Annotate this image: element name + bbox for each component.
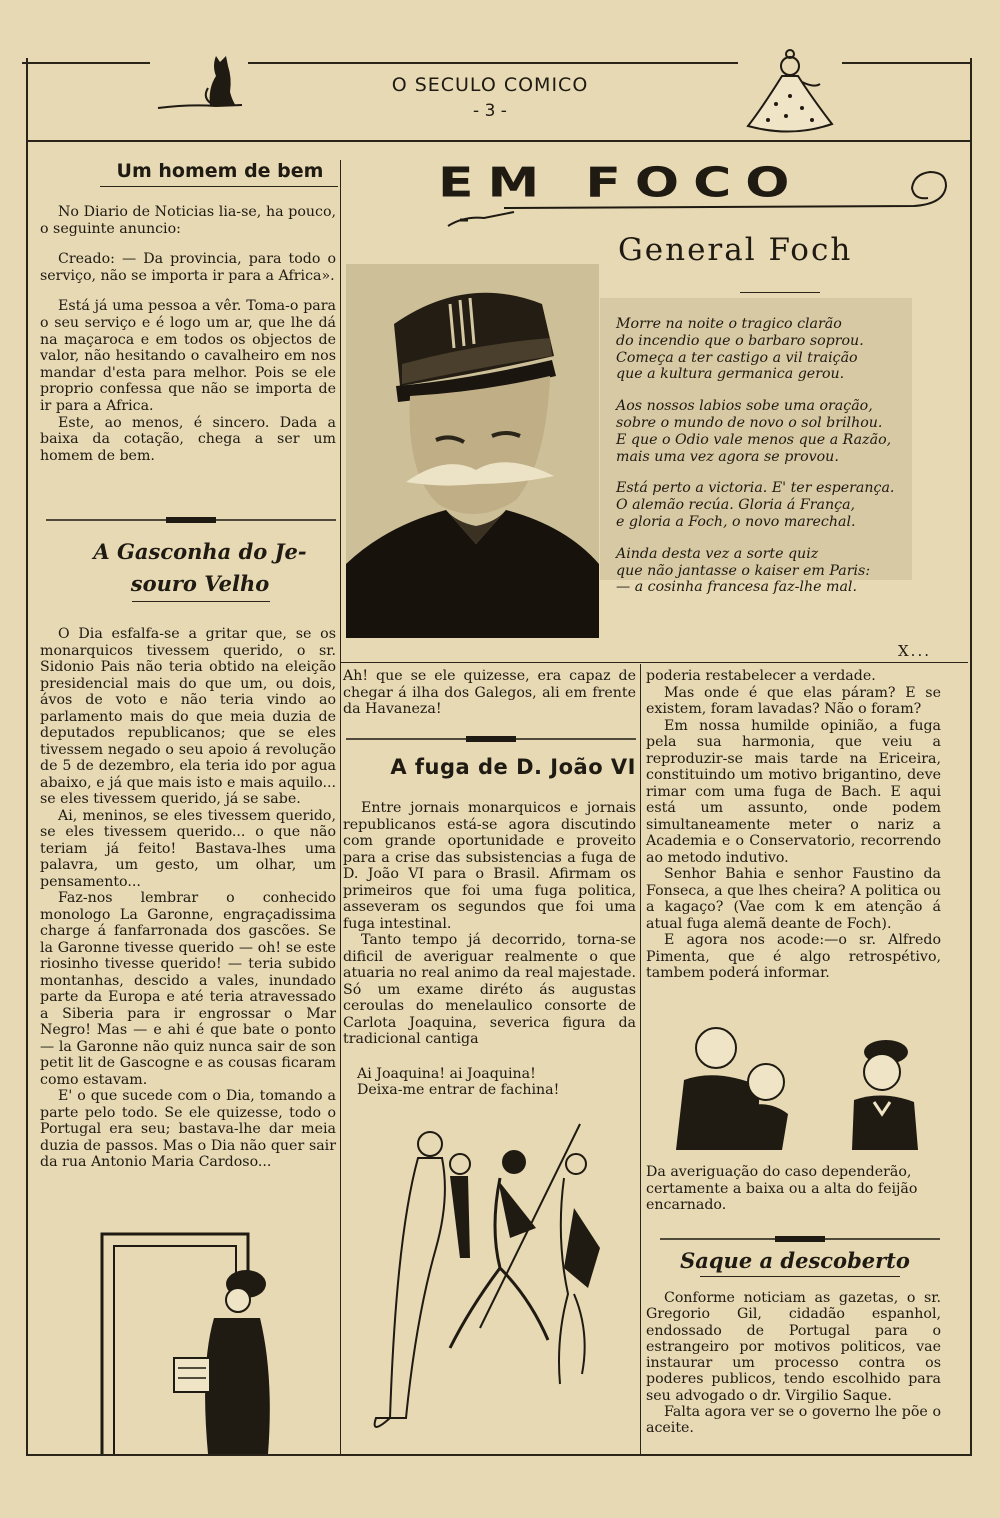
paragraph: No Diario de Noticias lia-se, ha pouco, o seguinte anuncio: [40, 204, 336, 237]
verse-line: Deixa-me entrar de fachina! [357, 1082, 560, 1098]
article-saque-body [646, 1290, 941, 1437]
article-gasconha-body [40, 626, 336, 1171]
paragraph: Está já uma pessoa a vêr. Toma-o para o seu serviço e é logo um ar, que lhe dá na maçaroca e em todos os objectos de valor, não hesitando o cavalheiro em nos mandar d'esta para melhor. Pois se ele proprio confessa que não se importa de ir para a Africa. [40, 298, 336, 414]
gasconha-continuation [343, 668, 636, 718]
page-number: - 3 - [473, 101, 507, 121]
three-gentlemen-cartoon [670, 1010, 940, 1150]
paragraph: Conforme noticiam as gazetas, o sr. Gregorio Gil, cidadão espanhol, endossado de Portugal para o estrangeiro por motivos politicos, vae instaurar um processo contra os poderes publicos, tendo escolhido para seu advogado o dr. Virgilio Saque. [646, 1290, 941, 1404]
paragraph: Este, ao menos, é sincero. Dada a baixa da cotação, chega a ser um homem de bem. [40, 414, 336, 464]
poem-line: O alemão recúa. Gloria á França, [616, 497, 856, 514]
cat-illustration [150, 48, 250, 118]
article-fuga-body [343, 800, 636, 1099]
header-rule-right [842, 62, 972, 64]
poem-stanza [616, 316, 946, 383]
separator-ornament [46, 514, 336, 526]
article-title-fuga-joao-vi: A fuga de D. João VI [390, 755, 636, 779]
general-foch-portrait-photo [346, 264, 599, 638]
poem-line: que a kultura germanica gerou. [616, 366, 845, 383]
paragraph: Ah! que se ele quizesse, era capaz de chegar á ilha dos Galegos, ali em frente da Havaneza! [343, 668, 636, 718]
paragraph: E agora nos acode:—o sr. Alfredo Pimenta, que é algo retrospétivo, tambem poderá informar. [646, 932, 941, 981]
man-in-doorway-cartoon [90, 1226, 330, 1454]
poem-line: — a cosinha francesa faz-lhe mal. [616, 579, 857, 596]
doll-illustration [742, 48, 842, 138]
verse-line: Ai Joaquina! ai Joaquina! [357, 1065, 536, 1082]
fuga-dance-cartoon [360, 1118, 630, 1440]
separator-ornament [346, 734, 636, 744]
article-title-homem-de-bem: Um homem de bem [116, 160, 324, 182]
poem-line: e gloria a Foch, o novo marechal. [616, 513, 856, 530]
article-homem-de-bem-body [40, 204, 336, 464]
article-title-gasconha [60, 536, 340, 600]
em-foco-poem [616, 316, 946, 611]
poem-line: Aos nossos labios sobe uma oração, [616, 398, 873, 415]
header-rule-mid [248, 62, 738, 64]
poem-stanza [616, 546, 946, 596]
header-rule-left [22, 62, 150, 64]
paragraph: Ai, meninos, se eles tivessem querido, se eles tivessem querido... o que não teriam já feito! Bastava-lhes uma palavra, um gesto, um olhar, um pensamento... [40, 807, 336, 890]
paragraph: O Dia esfalfa-se a gritar que, se os monarquicos tivessem querido, o sr. Sidonio Pais não teria obtido na eleição presidencial mais do que um, ou dois, ávos de voto e não teria vindo ao parlamento mais do que meia duzia de deputados republicanos; que se eles tivessem negado o seu apoio á revolução de 5 de dezembro, ela teria ido por agua abaixo, e já que mais isto e mais aquilo... se eles tivessem querido, já se sabe. [40, 626, 336, 807]
article-title-underline [100, 186, 338, 187]
paragraph: Creado: — Da provincia, para todo o serviço, não se importa ir para a Africa». [40, 251, 336, 284]
fuga-continuation [646, 668, 941, 982]
foco-bottom-rule [340, 662, 968, 663]
poem-line: Morre na noite o tragico clarão [616, 316, 842, 332]
portrait-drawing [346, 264, 599, 638]
poem-line: mais uma vez agora se provou. [616, 448, 839, 465]
poem-line: E que o Odio vale menos que a Razão, [616, 431, 892, 448]
poem-line: do incendio que o barbaro soprou. [616, 332, 864, 349]
poem-line: Está perto a victoria. E' ter esperança. [616, 480, 895, 497]
title-line: A Gasconha do Je- [93, 539, 307, 564]
cartoon-caption: Da averiguação do caso dependerão, certamente a baixa ou a alta do feijão encarnado. [646, 1164, 918, 1214]
poem-signature: X... [898, 642, 931, 660]
newspaper-title: O SECULO COMICO [391, 74, 589, 96]
title-line: souro Velho [130, 571, 270, 596]
poem-line: que não jantasse o kaiser em Paris: [616, 562, 871, 579]
paragraph: Entre jornais monarquicos e jornais republicanos está-se agora discutindo com grande oportunidade e proveito para a crise das subsistencias a fuga de D. João VI para o Brasil. Afirmam os primeiros que foi uma fuga politica, asseveram os segundos que foi uma fuga intestinal. [343, 800, 636, 932]
em-foco-title: EM FOCO [438, 160, 804, 207]
paragraph: Faz-nos lembrar o conhecido monologo La Garonne, engraçadissima charge á fanfarronada dos gascões. Se la Garonne tivesse querido — oh! se este riosinho tivesse querido! — teria subido montanhas, descido a vales, inundado parte da Europa e até teria atravessado a Siberia para ir engrossar o Mar Negro! Mas — e ahi é que bate o ponto — la Garonne não quiz nunca sair de son petit lit de Gascogne e as cousas ficaram como estavam. [40, 890, 336, 1088]
paragraph: Senhor Bahia e senhor Faustino da Fonseca, a que lhes cheira? A politica ou a kagaço? (Vae com k em atenção á atual fuga alemã deante de Foch). [646, 866, 941, 932]
article-title-underline [700, 1276, 900, 1277]
header-bottom-rule [26, 140, 970, 142]
em-foco-flourish [444, 160, 954, 236]
poem-line: Ainda desta vez a sorte quiz [616, 545, 819, 562]
poem-stanza [616, 398, 946, 465]
paragraph: poderia restabelecer a verdade. [646, 668, 876, 684]
middle-column-divider [640, 664, 641, 1454]
paragraph: Tanto tempo já decorrido, torna-se dificil de averiguar realmente o que atuaria no real animo da real majestade. Só um exame diréto ás augustas ceroulas do menelaulico consorte de Carlota Joaquina, severica figura da tradicional cantiga [343, 932, 636, 1047]
paragraph: Em nossa humilde opinião, a fuga pela sua harmonia, que veiu a reproduzir-se mais tarde na Ericeira, constituindo um motivo brigantino, deve rimar com uma fuga de Bach. E aqui está um assunto, onde podem simultaneamente meter o nariz a Academia e o Conservatorio, recorrendo ao metodo indutivo. [646, 717, 941, 866]
poem-line: sobre o mundo de novo o sol brilhou. [616, 414, 883, 431]
paragraph: Mas onde é que elas páram? E se existem, foram lavadas? Não o foram? [646, 684, 941, 717]
poem-line: Começa a ter castigo a vil traição [616, 349, 858, 366]
foch-title-underline [740, 292, 820, 293]
article-title-underline [132, 601, 270, 602]
paragraph: E' o que sucede com o Dia, tomando a parte pelo todo. Se ele quizesse, todo o Portugal era seu; bastava-lhe dar meia duzia de passos. Mas o Dia não quer sair da rua Antonio Maria Cardoso... [40, 1088, 336, 1170]
poem-stanza [616, 480, 946, 530]
separator-ornament [660, 1234, 940, 1244]
general-foch-title: General Foch [618, 232, 853, 268]
left-column-divider [340, 160, 341, 1454]
article-title-saque: Saque a descoberto [680, 1248, 910, 1273]
paragraph: Falta agora ver se o governo lhe põe o aceite. [646, 1404, 941, 1437]
